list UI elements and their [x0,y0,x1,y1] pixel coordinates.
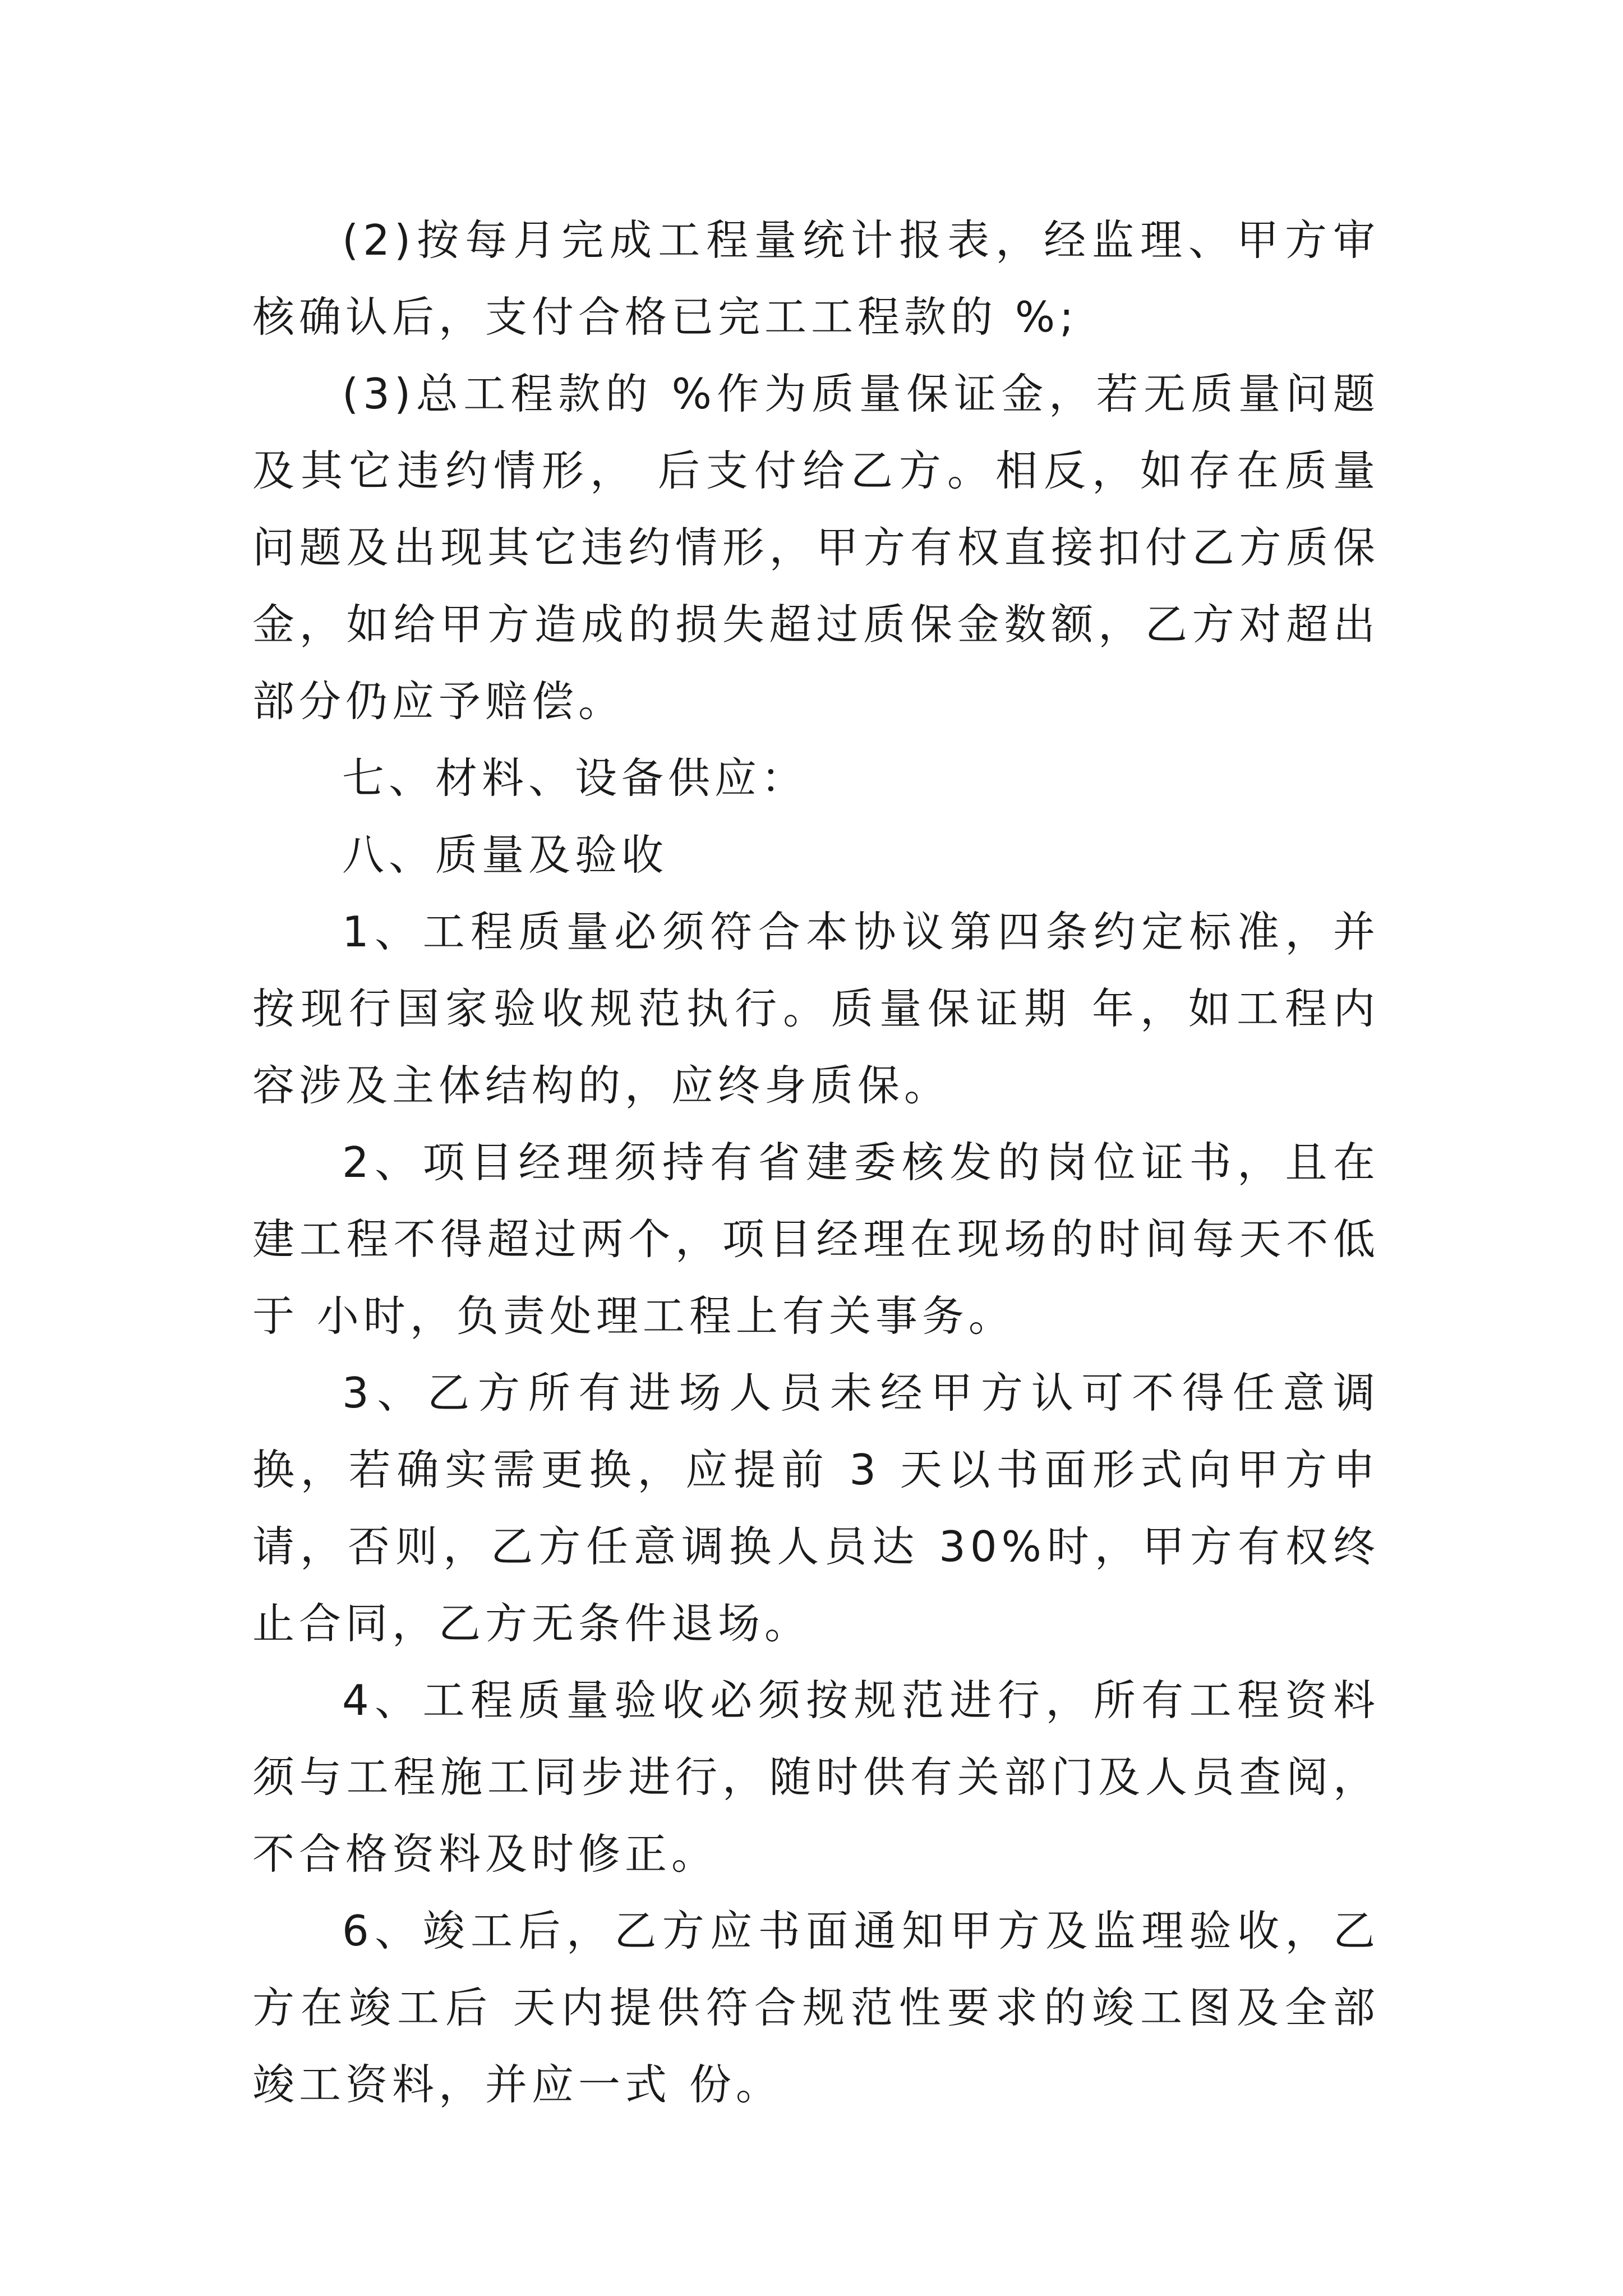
paragraph-quality-deposit: (3)总工程款的 %作为质量保证金，若无质量问题及其它违约情形， 后支付给乙方。相反，如存在质量问题及出现其它违约情形，甲方有权直接扣付乙方质保金，如给甲方造成的损失超过质保金数额，乙方对超出部分仍应予赔偿。 [252,369,1380,726]
section-heading-materials: 七、材料、设备供应： [342,753,808,803]
paragraph-personnel: 3、乙方所有进场人员未经甲方认可不得任意调换，若确实需更换，应提前 3 天以书面形式向甲方申请，否则，乙方任意调换人员达 30%时，甲方有权终止合同，乙方无条件退场。 [252,1368,1380,1648]
paragraph-project-manager: 2、项目经理须持有省建委核发的岗位证书，且在建工程不得超过两个，项目经理在现场的时间每天不低于 小时，负责处理工程上有关事务。 [252,1138,1380,1341]
paragraph-completion: 6、竣工后，乙方应书面通知甲方及监理验收，乙方在竣工后 天内提供符合规范性要求的竣工图及全部竣工资料，并应一式 份。 [252,1906,1380,2109]
paragraph-acceptance: 4、工程质量验收必须按规范进行，所有工程资料须与工程施工同步进行，随时供有关部门及人员查阅，不合格资料及时修正。 [252,1676,1380,1879]
paragraph-payment-monthly: (2)按每月完成工程量统计报表，经监理、甲方审核确认后，支付合格已完工工程款的 %; [252,215,1380,342]
paragraph-quality-standard: 1、工程质量必须符合本协议第四条约定标准，并按现行国家验收规范执行。质量保证期 年，如工程内容涉及主体结构的，应终身质保。 [252,907,1380,1110]
document-body [252,202,1380,2123]
section-heading-quality: 八、质量及验收 [342,830,668,880]
